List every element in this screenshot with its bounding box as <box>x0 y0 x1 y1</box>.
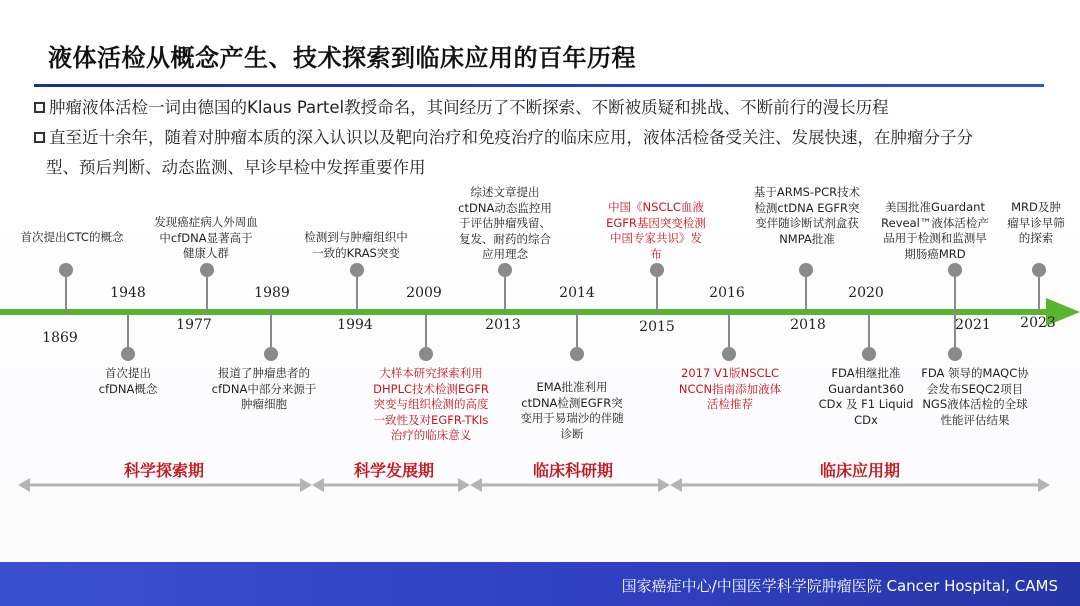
event-text: 发现癌症病人外周血中cfDNA显著高于健康人群 <box>154 215 258 260</box>
timeline-dot <box>498 263 512 277</box>
timeline-dot <box>59 263 73 277</box>
bullet-1-text: 肿瘤液体活检一词由德国的Klaus Partel教授命名，其间经历了不断探索、不断被质疑和挑战、不断前行的漫长历程 <box>49 98 889 117</box>
event-text: FDA相继批准Guardant360 CDx 及 F1 Liquid CDx <box>818 366 914 427</box>
bullet-box-icon <box>34 132 45 143</box>
bullet-2-text: 直至近十余年，随着对肿瘤本质的深入认识以及靶向治疗和免疫治疗的临床应用，液体活检备受关注、发展快速，在肿瘤分子分 <box>49 128 973 147</box>
timeline-dot <box>948 263 962 277</box>
year-label: 2021 <box>955 317 991 333</box>
event-text: 基于ARMS-PCR技术检测ctDNA EGFR突变伴随诊断试剂盒获NMPA批准 <box>753 185 861 246</box>
year-label: 1869 <box>42 330 78 346</box>
bullet-2-continued: 型、预后判断、动态监测、早诊早检中发挥重要作用 <box>46 158 426 177</box>
timeline-dot <box>1032 263 1046 277</box>
timeline-axis <box>0 290 1080 334</box>
year-label: 2016 <box>709 285 745 301</box>
phase-label-development: 科学发展期 <box>348 458 440 481</box>
event-text: FDA 领导的MAQC协会发布SEQC2项目NGS液体活检的全球性能评估结果 <box>921 366 1029 427</box>
year-label: 2018 <box>790 317 826 333</box>
timeline-dot <box>722 347 736 361</box>
event-text: 2017 V1版NSCLC NCCN指南添加液体活检推荐 <box>678 366 782 411</box>
event-text: 报道了肿瘤患者的cfDNA中部分来源于肿瘤细胞 <box>211 366 317 411</box>
year-label: 1994 <box>337 317 373 333</box>
bullet-2 <box>34 124 973 152</box>
event-text: 综述文章提出ctDNA动态监控用于评估肿瘤残留、复发、耐药的综合应用理念 <box>458 185 552 261</box>
year-label: 1948 <box>110 285 146 301</box>
year-label: 1989 <box>254 285 290 301</box>
slide-title: 液体活检从概念产生、技术探索到临床应用的百年历程 <box>48 44 636 72</box>
event-text: 美国批准Guardant Reveal™液体活检产品用于检测和监测早期肠癌MRD <box>881 200 989 261</box>
event-text: 中国《NSCLC血液EGFR基因突变检测中国专家共识》发布 <box>606 200 706 261</box>
year-label: 2023 <box>1020 315 1056 331</box>
title-underline <box>34 84 1044 87</box>
timeline-dot <box>799 263 813 277</box>
footer-institution: 国家癌症中心/中国医学科学院肿瘤医院 Cancer Hospital, CAMS <box>621 577 1058 595</box>
year-label: 2013 <box>485 317 521 333</box>
bullet-box-icon <box>34 102 45 113</box>
timeline-dot <box>650 263 664 277</box>
event-text: EMA批准利用ctDNA检测EGFR突变用于易瑞沙的伴随诊断 <box>520 380 624 441</box>
timeline-dot <box>200 263 214 277</box>
year-label: 2015 <box>639 319 675 335</box>
timeline-dot <box>948 347 962 361</box>
timeline-dot <box>419 347 433 361</box>
bullet-1 <box>34 94 889 122</box>
timeline-dot <box>570 347 584 361</box>
timeline-dot <box>350 263 364 277</box>
event-text: MRD及肿瘤早诊早筛的探索 <box>1007 200 1065 245</box>
phase-label-clinical-research: 临床科研期 <box>527 458 619 481</box>
year-label: 2009 <box>406 285 442 301</box>
phase-label-exploration: 科学探索期 <box>118 458 210 481</box>
event-text: 首次提出CTC的概念 <box>20 230 124 244</box>
phase-label-clinical-application: 临床应用期 <box>814 458 906 481</box>
timeline-dot <box>264 347 278 361</box>
year-label: 1977 <box>176 317 212 333</box>
event-text: 大样本研究探索利用DHPLC技术检测EGFR突变与组织检测的高度一致性及对EGFR-TKIs治疗的临床意义 <box>373 366 489 442</box>
timeline-dot <box>121 347 135 361</box>
year-label: 2014 <box>559 285 595 301</box>
event-text: 检测到与肿瘤组织中一致的KRAS突变 <box>304 230 408 260</box>
year-label: 2020 <box>848 285 884 301</box>
timeline-dot <box>862 347 876 361</box>
event-text: 首次提出cfDNA概念 <box>98 366 158 396</box>
